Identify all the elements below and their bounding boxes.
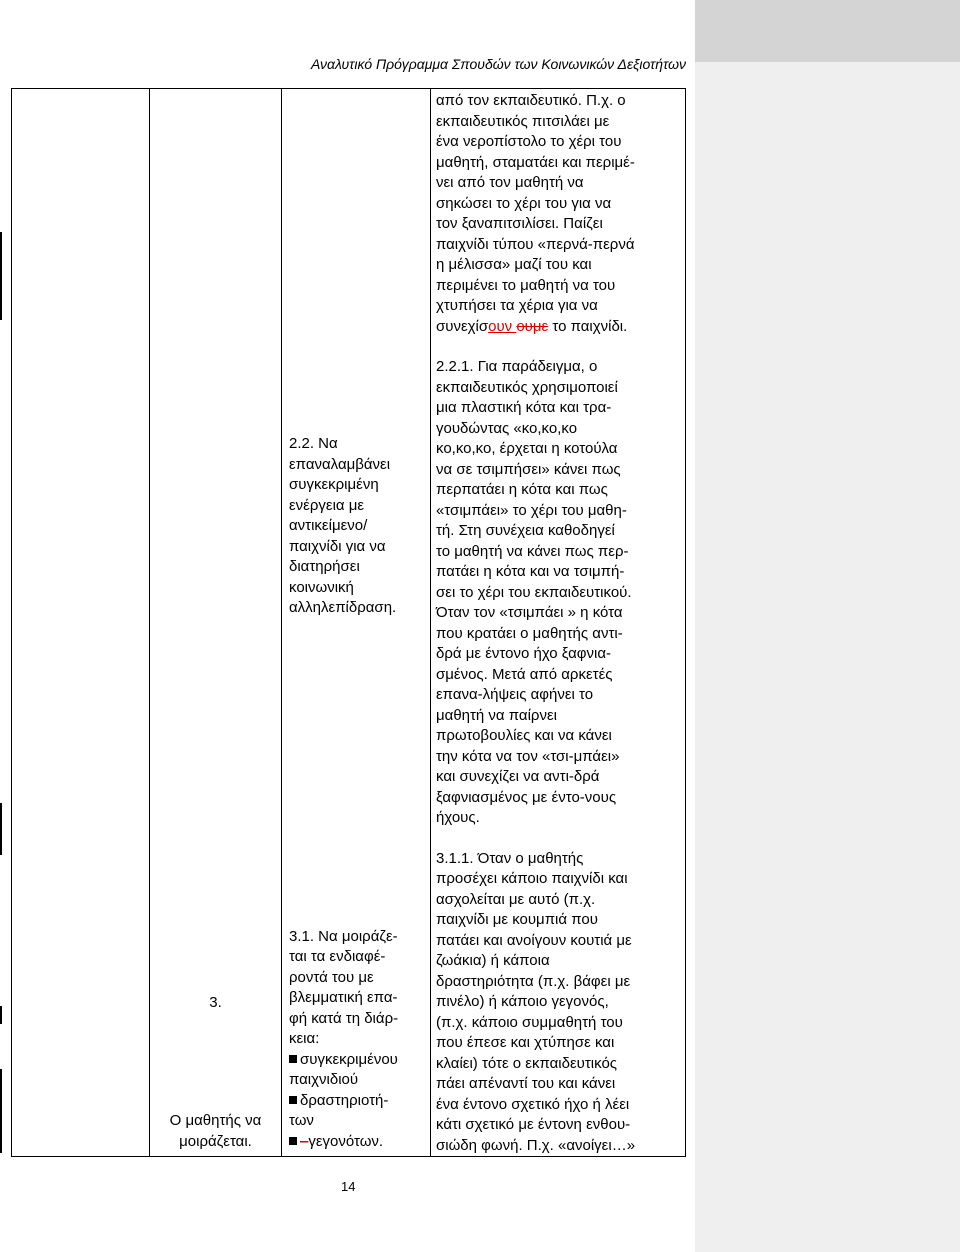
activity-line: χτυπήσει τα χέρια για να <box>436 297 598 314</box>
curriculum-table <box>11 88 686 1157</box>
change-bar <box>0 232 2 320</box>
activity-line: και συνεχίζει να αντι-δρά <box>436 768 600 785</box>
activity-line: ένα νεροπίστολο το χέρι του <box>436 133 622 150</box>
activity-line: που κρατάει ο μαθητής αντι- <box>436 624 623 642</box>
activity-line: τή. Στη συνέχεια καθοδηγεί <box>436 522 615 539</box>
activity-line: πατάει η κότα και να τσιμπή- <box>436 563 625 580</box>
activity-line: το μαθητή να κάνει πως περ- <box>436 542 629 560</box>
sub-objectives-cell <box>282 89 431 1157</box>
objective-label: μοιράζεται. <box>179 1132 252 1150</box>
activity-line: να σε τσιμπήσει» κάνει πως <box>436 460 621 478</box>
bullet-item: δραστηριοτή- <box>289 1091 424 1112</box>
activity-line: πινέλο) ή κάποιο γεγονός, <box>436 993 609 1010</box>
activity-line: ζωάκια) ή κάποια <box>436 952 550 969</box>
activity-line: δρά με έντονο ήχο ξαφνια- <box>436 645 612 662</box>
activities-cell <box>431 89 686 1157</box>
sub-objective-line: αντικείμενο/ <box>289 517 368 534</box>
sub-objective-line: διατηρήσει <box>289 558 360 575</box>
bullet-item: –γεγονότων. <box>289 1132 424 1153</box>
activity-line: από τον εκπαιδευτικό. Π.χ. ο <box>436 92 626 109</box>
activity-line: σει το χέρι του εκπαιδευτικού. <box>436 583 632 601</box>
running-header: Αναλυτικό Πρόγραμμα Σπουδών των Κοινωνικών Δεξιοτήτων <box>310 56 686 72</box>
activity-paragraph <box>436 91 681 317</box>
bullet-item: συγκεκριμένου <box>289 1050 424 1071</box>
activity-line: σιώδη φωνή. Π.χ. «ανοίγει…» <box>436 1136 636 1154</box>
activity-line: την κότα να τον «τσι-μπάει» <box>436 747 620 765</box>
activity-line: νει από τον μαθητή να <box>436 174 584 191</box>
activity-line: μαθητή να παίρνει <box>436 706 557 724</box>
objective-label: Ο μαθητής να <box>169 1112 262 1129</box>
activity-line: «τσιμπάει» το χέρι του μαθη- <box>436 501 627 519</box>
objective-cell <box>150 89 282 1157</box>
table-row <box>12 89 686 1157</box>
activity-line: σηκώσει το χέρι του για να <box>436 194 612 212</box>
activity-line: μαθητή, σταματάει και περιμέ- <box>436 153 635 171</box>
activity-line: τον ξαναπιτσιλίσει. Παίζει <box>436 215 603 232</box>
sub-objective-line: 2.2. Να <box>289 435 338 452</box>
activity-line: ασχολείται με αυτό (π.χ. <box>436 890 596 908</box>
sub-objective-line: ται τα ενδιαφέ- <box>289 948 386 965</box>
activity-line: περιμένει το μαθητή να του <box>436 276 616 294</box>
sub-objective-line: κεια: <box>289 1030 320 1047</box>
activity-line: ξαφνιασμένος με έντο-νους <box>436 788 617 806</box>
activity-line: μια πλαστική κότα και τρα- <box>436 399 612 416</box>
change-bar <box>0 1006 2 1024</box>
activity-line: η μέλισσα» μαζί του και <box>436 256 592 273</box>
change-bar <box>0 803 2 855</box>
deleted-dash: – <box>300 1132 309 1150</box>
activity-line: εκπαιδευτικός χρησιμοποιεί <box>436 378 618 396</box>
activity-line: παιχνίδι τύπου «περνά-περνά <box>436 235 635 253</box>
sub-objective-line: επαναλαμβάνει <box>289 455 391 473</box>
activity-line: ένα έντονο σχετικό ήχο ή λέει <box>436 1095 630 1113</box>
activity-line: πάει απέναντί του και κάνει <box>436 1075 616 1092</box>
deleted-text: ουμε <box>516 317 549 335</box>
inserted-text: ουν <box>488 317 517 335</box>
sub-objective-line: βλεμματική επα- <box>289 989 398 1006</box>
square-bullet-icon <box>289 1137 297 1145</box>
activity-line: πρωτοβουλίες και να κάνει <box>436 727 612 744</box>
activity-line: περπατάει η κότα και πως <box>436 481 608 498</box>
comments-pane-header <box>695 0 960 62</box>
activity-line: (π.χ. κάποιο συμμαθητή του <box>436 1013 623 1031</box>
objective-number: 3. <box>209 993 222 1011</box>
page-number: 14 <box>341 1179 356 1194</box>
activity-line: δραστηριότητα (π.χ. βάφει με <box>436 972 631 990</box>
activity-paragraph <box>436 849 681 1157</box>
activity-line: επανα-λήψεις αφήνει το <box>436 686 594 703</box>
activity-line: παιχνίδι με κουμπιά που <box>436 911 598 928</box>
sub-objective-line: παιχνίδι για να <box>289 537 386 555</box>
activity-line: συνεχίσουν ουμε το παιχνίδι. <box>436 317 628 335</box>
sub-objective-line: φή κατά τη διάρ- <box>289 1009 399 1027</box>
activity-line: κο,κο,κο, έρχεται η κοτούλα <box>436 440 618 457</box>
activity-line: Όταν τον «τσιμπάει » η κότα <box>436 604 623 621</box>
activity-line: γουδώντας «κο,κο,κο <box>436 419 578 437</box>
activity-line: ήχους. <box>436 809 480 826</box>
sub-objective-line: κοινωνική <box>289 578 354 596</box>
activity-line: που έπεσε και χτύπησε και <box>436 1034 615 1051</box>
activity-line: πατάει και ανοίγουν κουτιά με <box>436 931 632 949</box>
activity-line: κλαίει) τότε ο εκπαιδευτικός <box>436 1054 618 1072</box>
sub-objective-line: ενέργεια με <box>289 496 365 514</box>
activity-paragraph <box>436 357 681 829</box>
comments-sidebar <box>695 0 960 1252</box>
square-bullet-icon <box>289 1055 297 1063</box>
activity-line: εκπαιδευτικός πιτσιλάει με <box>436 112 610 130</box>
activity-line: σμένος. Μετά από αρκετές <box>436 665 613 683</box>
sub-objective-line: αλληλεπίδραση. <box>289 599 397 616</box>
activity-line: 3.1.1. Όταν ο μαθητής <box>436 849 584 867</box>
sub-objective-line: ροντά του με <box>289 968 374 986</box>
activity-line: κάτι σχετικό με έντονη ενθου- <box>436 1116 631 1133</box>
sub-objective-line: 3.1. Να μοιράζε- <box>289 927 398 945</box>
bullet-continuation: των <box>289 1112 314 1129</box>
bullet-continuation: παιχνιδιού <box>289 1071 359 1088</box>
activity-line: 2.2.1. Για παράδειγμα, ο <box>436 358 598 375</box>
activity-line: προσέχει κάποιο παιχνίδι και <box>436 870 628 887</box>
sub-objective-line: συγκεκριμένη <box>289 476 379 493</box>
change-bar <box>0 1069 2 1153</box>
empty-cell <box>12 89 150 1157</box>
square-bullet-icon <box>289 1096 297 1104</box>
